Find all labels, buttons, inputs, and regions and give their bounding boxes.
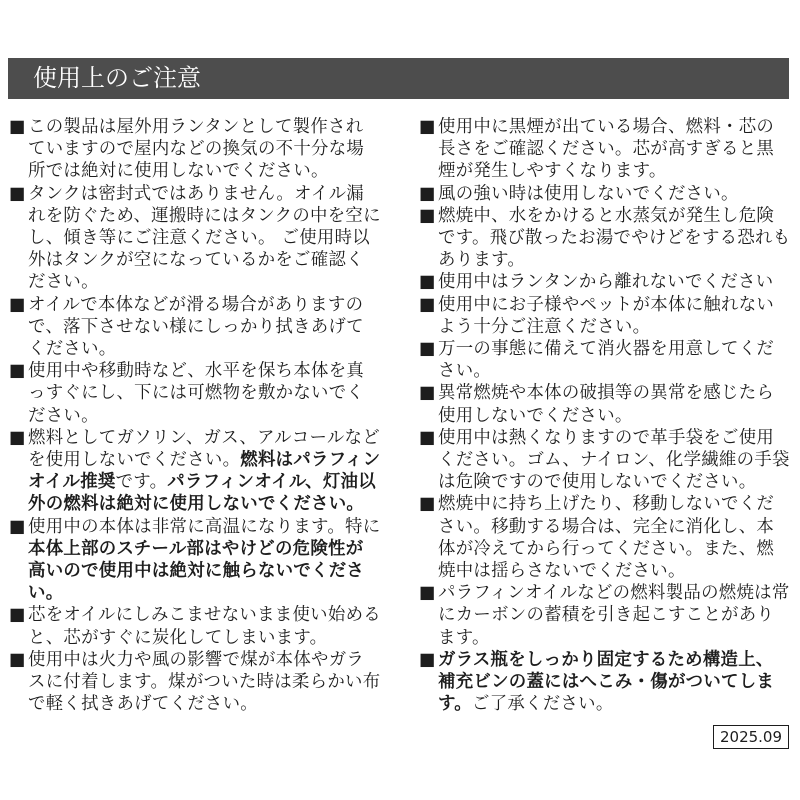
- caution-item: [419, 382, 791, 426]
- caution-text-part: 使用中はランタンから離れないでください: [438, 272, 774, 293]
- caution-text-part: パラフィンオイルなどの燃料製品の燃焼は常にカーボンの蓄積を引き起こすことがあります。: [438, 583, 790, 648]
- bullet-square-icon: ■: [9, 516, 26, 537]
- bullet-square-icon: ■: [9, 361, 26, 382]
- bullet-square-icon: ■: [9, 649, 26, 670]
- bullet-square-icon: ■: [419, 183, 436, 204]
- caution-item: [419, 338, 791, 382]
- bullet-square-icon: ■: [419, 383, 436, 404]
- caution-text: [438, 271, 791, 293]
- caution-item: [9, 649, 381, 716]
- caution-text: [28, 294, 381, 361]
- caution-text: [438, 382, 791, 426]
- caution-list-left: [9, 116, 381, 715]
- bullet-square-icon: ■: [419, 649, 436, 670]
- caution-item: [9, 294, 381, 361]
- bullet-square-icon: ■: [9, 294, 26, 315]
- caution-text-part: オイルで本体などが滑る場合がありますので、落下させない様にしっかり拭きあげてください。: [28, 294, 364, 360]
- caution-text-bold: 本体上部のスチール部はやけどの危険性が高いので使用中は絶対に触らないでください。: [28, 538, 365, 604]
- caution-text-bold: ガラス瓶をしっかり固定するため構造上、補充ビンの蓋にはへこみ・傷がついてします。: [438, 649, 775, 715]
- caution-text: [438, 116, 791, 183]
- caution-item: [9, 604, 381, 648]
- caution-text-part: 使用中は火力や風の影響で煤が本体やガラスに付着します。煤がついた時は柔らかい布で軽く拭きあげてください。: [28, 649, 381, 715]
- caution-text: [438, 427, 791, 494]
- bullet-square-icon: ■: [419, 205, 436, 226]
- caution-text: [438, 493, 791, 582]
- section-title: 使用上のご注意: [33, 64, 201, 92]
- caution-text-part: 使用中は熱くなりますので革手袋をご使用ください。ゴム、ナイロン、化学繊維の手袋は危険ですので使用しないでください。: [438, 427, 790, 493]
- caution-item: [419, 271, 791, 293]
- bullet-square-icon: ■: [419, 117, 436, 137]
- caution-text: [28, 116, 381, 183]
- caution-text-part: 燃料としてガソリン、ガス、アルコールなどを使用しないでください。: [28, 427, 380, 471]
- caution-text-part: 使用中にお子様やペットが本体に触れないよう十分ご注意ください。: [438, 294, 775, 337]
- caution-item: [9, 183, 381, 294]
- bullet-square-icon: ■: [419, 494, 436, 515]
- bullet-square-icon: ■: [419, 294, 436, 315]
- bullet-square-icon: ■: [419, 272, 436, 293]
- caution-text: [438, 205, 791, 272]
- caution-text: [438, 294, 791, 338]
- caution-text: [438, 649, 791, 716]
- caution-text: [28, 427, 381, 516]
- caution-text-part: 万一の事態に備えて消火器を用意してください。: [438, 339, 775, 382]
- caution-item: [9, 427, 381, 516]
- caution-item: [419, 427, 791, 494]
- bullet-square-icon: ■: [419, 427, 436, 448]
- caution-text-part: 燃焼中に持ち上げたり、移動しないでください。移動する場合は、完全に消化し、本体が冷えてから行ってください。また、燃焼中は揺らさないでください。: [438, 494, 775, 582]
- bullet-square-icon: ■: [9, 117, 26, 137]
- caution-text: [438, 183, 791, 205]
- caution-item: [419, 116, 791, 183]
- caution-text: [28, 516, 381, 605]
- bullet-square-icon: ■: [9, 605, 26, 626]
- caution-item: [419, 649, 791, 716]
- caution-item: [419, 582, 791, 649]
- caution-item: [9, 516, 381, 605]
- bullet-square-icon: ■: [9, 183, 26, 204]
- bullet-square-icon: ■: [9, 427, 26, 448]
- bullet-square-icon: ■: [419, 583, 436, 604]
- caution-text-part: 異常燃焼や本体の破損等の異常を感じたら使用しないでください。: [438, 383, 775, 426]
- caution-text: [438, 582, 791, 649]
- caution-text-part: 使用中に黒煙が出ている場合、燃料・芯の長さをご確認ください。芯が高すぎると黒煙が発生しやすくなります。: [438, 117, 775, 182]
- caution-text-part: タンクは密封式ではありません。オイル漏れを防ぐため、運搬時にはタンクの中を空にし、傾き等にご注意ください。 ご使用時以外はタンクが空になっているかをご確認ください。: [28, 183, 381, 293]
- caution-text-bold: 燃料はパラフィンオイル推奨: [28, 450, 381, 493]
- caution-text-part: ご了承ください。: [472, 694, 614, 715]
- caution-text: [28, 604, 381, 648]
- caution-text-part: 風の強い時は使用しないでください。: [438, 183, 739, 204]
- caution-list-right: [419, 116, 791, 715]
- caution-item: [419, 205, 791, 272]
- caution-text-part: です。: [115, 472, 168, 493]
- caution-item: [9, 360, 381, 427]
- caution-text: [28, 649, 381, 716]
- caution-text-part: 使用中の本体は非常に高温になります。特に: [28, 516, 381, 537]
- caution-item: [419, 294, 791, 338]
- bullet-square-icon: ■: [419, 339, 436, 360]
- caution-text-part: 芯をオイルにしみこませないまま使い始めると、芯がすぐに炭化してしまいます。: [28, 605, 381, 648]
- caution-text-part: 燃焼中、水をかけると水蒸気が発生し危険です。飛び散ったお湯でやけどをする恐れもあります。: [438, 205, 791, 271]
- caution-item: [419, 493, 791, 582]
- caution-text: [28, 360, 381, 427]
- caution-text-part: 使用中や移動時など、水平を保ち本体を真っすぐにし、下には可燃物を敷かないでください。: [28, 361, 365, 426]
- caution-item: [9, 116, 381, 183]
- revision-date: 2025.09: [713, 725, 789, 749]
- caution-text-bold: パラフィンオイル、灯油以外の燃料は絶対に使用しないでください。: [28, 472, 376, 515]
- caution-text: [438, 338, 791, 382]
- caution-item: [419, 183, 791, 205]
- caution-text-part: この製品は屋外用ランタンとして製作されていますので屋内などの換気の不十分な場所では絶対に使用しないでください。: [28, 117, 365, 182]
- caution-text: [28, 183, 381, 294]
- section-header: [8, 58, 789, 99]
